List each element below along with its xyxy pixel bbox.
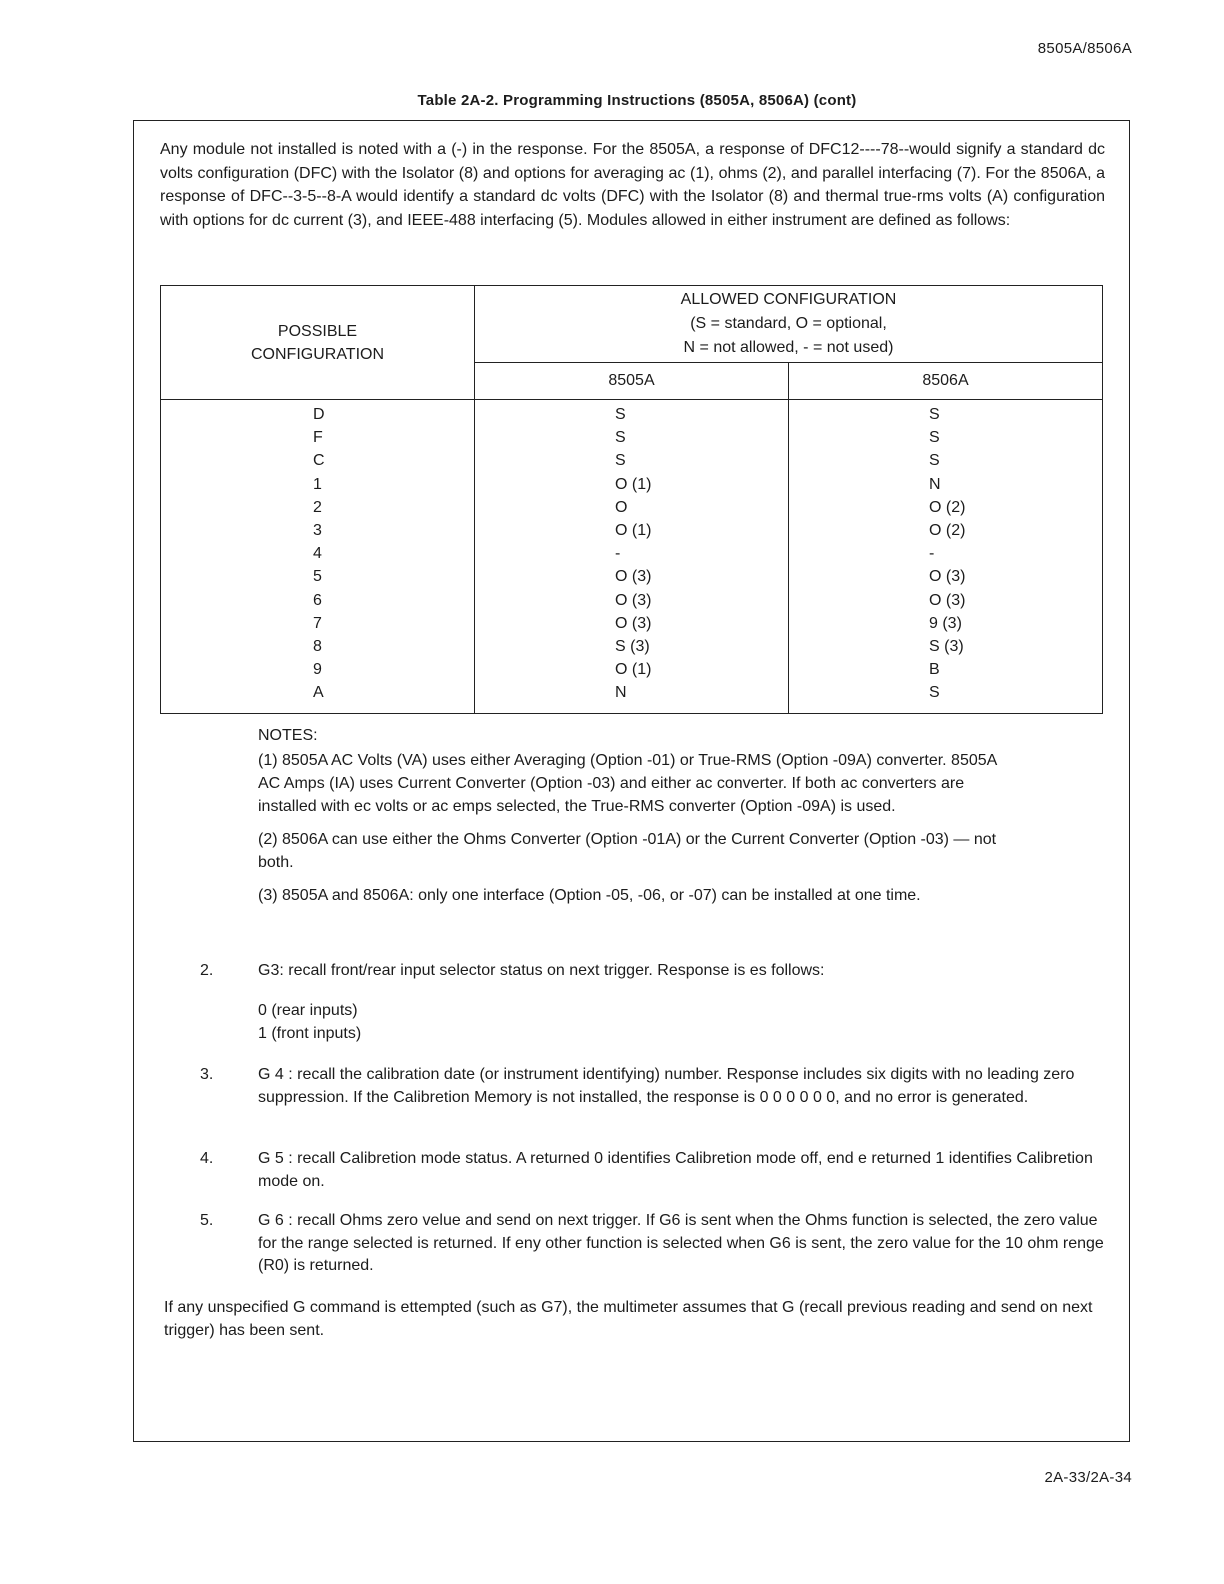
- document-id: 8505A/8506A: [1037, 40, 1132, 57]
- intro-paragraph: Any module not installed is noted with a (-) in the response. For the 8505A, a response of DFC12----78--would signify a standard dc volts configuration (DFC) with the Isolator (8) and options for averaging ac (1), ohms (2), and parallel interfacing (7). For the 8506A, a response of DFC--3-5--8-A would identify a standard dc volts (DFC) with the Isolator (8) and thermal true-rms volts (A) configuration with options for dc current (3), and IEEE-488 interfacing (5). Modules allowed in either instrument are defined as follows:: [160, 141, 1105, 229]
- configuration-table: [160, 285, 1103, 714]
- item-text: G 5 : recall Calibretion mode status. A returned 0 identifies Calibretion mode off, end e returned 1 identifies Calibretion mode on.: [258, 1150, 1093, 1190]
- list-item: [200, 1064, 1106, 1109]
- item-number: 5.: [200, 1212, 214, 1229]
- table-cell: S: [615, 452, 626, 470]
- table-cell: 4: [313, 545, 322, 563]
- column-header-8505a: 8505A: [475, 363, 789, 400]
- table-cell: O (2): [929, 498, 966, 516]
- list-item: [200, 1148, 1106, 1193]
- final-paragraph: If any unspecified G command is ettempted (such as G7), the multimeter assumes that G (recall previous reading and send on next trigger) has been sent.: [164, 1299, 1093, 1339]
- item-number: 3.: [200, 1066, 214, 1083]
- item-text: G 4 : recall the calibration date (or instrument identifying) number. Response includes six digits with no leading zero suppression. If the Calibretion Memory is not installed, the response is 0 0 0 0 0 0, and no error is generated.: [258, 1066, 1075, 1106]
- table-cell: -: [615, 545, 621, 563]
- g3-response-list: [258, 999, 361, 1045]
- table-cell: O (3): [615, 568, 652, 586]
- table-cell: O (3): [615, 591, 652, 609]
- table-cell: N: [615, 684, 627, 702]
- list-item: 0 (rear inputs): [258, 1002, 358, 1019]
- table-cell: O (2): [929, 521, 966, 539]
- table-title: Table 2A-2. Programming Instructions (8505A, 8506A) (cont): [417, 92, 857, 109]
- table-cell: F: [313, 429, 323, 447]
- item-text: G 6 : recall Ohms zero velue and send on next trigger. If G6 is sent when the Ohms function is selected, the zero value for the range selected is returned. If eny other function is selected when G6 is sent, the zero value for the 10 ohm renge (R0) is returned.: [258, 1212, 1104, 1274]
- table-cell: C: [313, 452, 325, 470]
- note-3: (3) 8505A and 8506A: only one interface (Option -05, -06, or -07) can be installed at one time.: [258, 887, 921, 904]
- table-cell: 5: [313, 568, 322, 586]
- item-number: 4.: [200, 1150, 214, 1167]
- table-cell: O (1): [615, 475, 652, 493]
- table-cell: N: [929, 475, 941, 493]
- list-item: 1 (front inputs): [258, 1025, 362, 1042]
- table-cell: S: [929, 429, 940, 447]
- table-cell: 6: [313, 591, 322, 609]
- table-cell: O (1): [615, 661, 652, 679]
- table-cell: S: [615, 429, 626, 447]
- table-cell: D: [313, 406, 325, 423]
- table-cell: S: [929, 406, 940, 423]
- table-cell: A: [313, 684, 324, 702]
- table-cell: O (1): [615, 521, 652, 539]
- table-cell: S (3): [929, 637, 964, 655]
- table-cell: 8: [313, 637, 322, 655]
- column-header-8506a: 8506A: [789, 363, 1103, 400]
- item-text: G3: recall front/rear input selector status on next trigger. Response is es follows:: [258, 962, 825, 979]
- table-cell: B: [929, 661, 940, 679]
- table-cell: S: [929, 452, 940, 470]
- table-cell: S (3): [615, 637, 650, 655]
- table-cell: -: [929, 545, 935, 563]
- item-number: 2.: [200, 962, 214, 979]
- list-item: [200, 1210, 1106, 1278]
- note-1: (1) 8505A AC Volts (VA) uses either Averaging (Option -01) or True-RMS (Option -09A) converter. 8505A AC Amps (IA) uses Current Converter (Option -03) and either ac converter. If both ac converters are installed with ec volts or ac emps selected, the True-RMS converter (Option -09A) is used.: [258, 752, 997, 815]
- table-cell: 1: [313, 475, 322, 493]
- column-8506a: [789, 400, 1103, 714]
- notes-title: NOTES:: [258, 727, 318, 744]
- table-cell: 9: [313, 661, 322, 679]
- table-cell: O: [615, 498, 628, 516]
- table-cell: 3: [313, 521, 322, 539]
- table-cell: 2: [313, 498, 322, 516]
- table-cell: 7: [313, 614, 322, 632]
- table-cell: 9 (3): [929, 614, 962, 632]
- possible-configuration-header: POSSIBLE CONFIGURATION: [161, 286, 475, 400]
- notes-section: [258, 724, 1018, 917]
- table-cell: O (3): [615, 614, 652, 632]
- column-8505a: [475, 400, 789, 714]
- list-item: [200, 960, 1106, 983]
- page-number: 2A-33/2A-34: [1044, 1469, 1132, 1486]
- note-2: (2) 8506A can use either the Ohms Converter (Option -01A) or the Current Converter (Option -03) — not both.: [258, 831, 997, 871]
- allowed-configuration-header: ALLOWED CONFIGURATION (S = standard, O = optional, N = not allowed, - = not used): [475, 286, 1103, 363]
- possible-configuration-column: [161, 400, 475, 714]
- table-cell: S: [615, 406, 626, 423]
- table-cell: O (3): [929, 591, 966, 609]
- table-cell: O (3): [929, 568, 966, 586]
- table-cell: S: [929, 684, 940, 702]
